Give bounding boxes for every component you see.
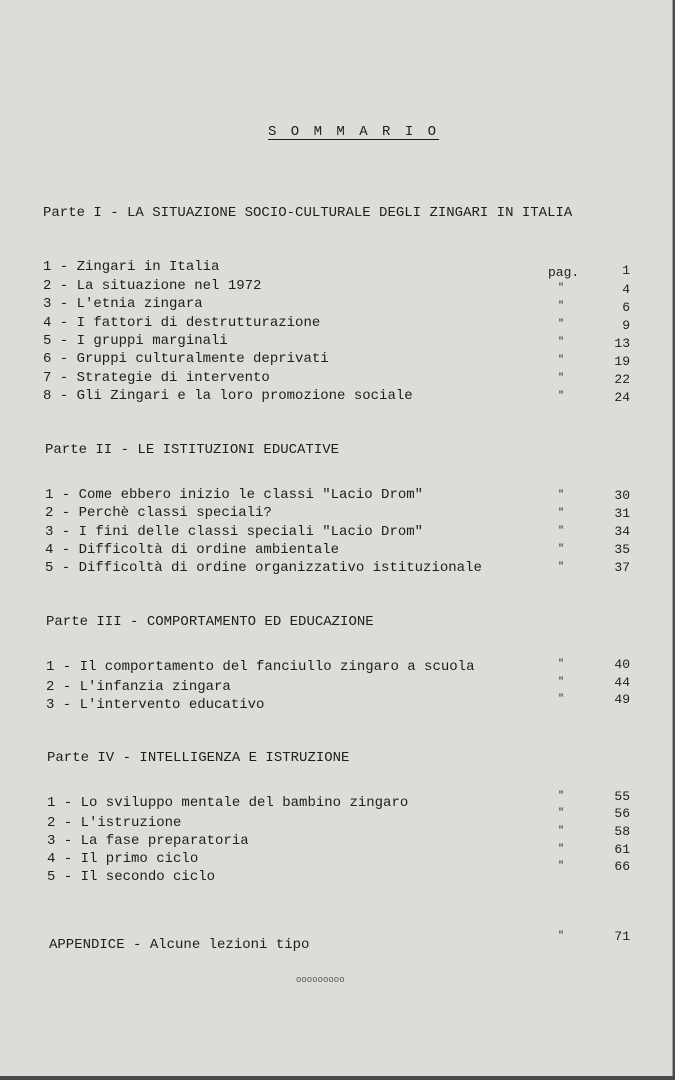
toc-page-number: 44 [614,675,630,690]
toc-entry: 3 - La fase preparatoria [47,833,249,849]
toc-entry: 3 - L'intervento educativo [46,697,265,713]
ditto-mark: " [558,391,565,402]
toc-page-number: 31 [614,506,630,521]
appendix-entry: APPENDICE - Alcune lezioni tipo [49,937,310,953]
ditto-mark: " [558,826,565,837]
ditto-mark: " [558,355,565,366]
ditto-mark: " [558,808,565,819]
toc-entry: 6 - Gruppi culturalmente deprivati [43,351,329,367]
part-heading: Parte III - COMPORTAMENTO ED EDUCAZIONE [46,614,374,630]
toc-page-number: 34 [614,524,630,539]
ditto-mark: " [558,490,565,501]
toc-page-number: 37 [614,560,630,575]
toc-page-number: 49 [614,692,630,707]
toc-page-number: 6 [622,300,630,315]
toc-entry: 5 - Il secondo ciclo [47,869,216,885]
ditto-mark: " [558,677,565,688]
toc-entry: 1 - Zingari in Italia [43,259,220,275]
toc-page-number: 24 [614,390,630,405]
toc-entry: 2 - L'istruzione [47,815,182,831]
toc-page-number: 22 [614,372,630,387]
ditto-mark: " [558,508,565,519]
ditto-mark: " [558,844,565,855]
toc-entry: 5 - Difficoltà di ordine organizzativo istituzionale [45,560,482,576]
toc-entry: 4 - I fattori di destrutturazione [43,315,321,331]
toc-page-number: 56 [614,806,630,821]
ditto-mark: " [558,283,565,294]
toc-page-number: 13 [614,336,630,351]
ditto-mark: " [558,791,565,802]
ditto-mark: " [558,526,565,537]
toc-entry: 4 - Il primo ciclo [47,851,199,867]
toc-page-number: 4 [622,282,630,297]
toc-entry: 3 - L'etnia zingara [43,296,203,312]
part-heading: Parte II - LE ISTITUZIONI EDUCATIVE [45,442,340,458]
ditto-mark: " [558,931,565,942]
toc-entry: 1 - Lo sviluppo mentale del bambino zingaro [47,795,409,811]
toc-page-number: 19 [614,354,630,369]
ditto-mark: " [558,544,565,555]
ditto-mark: " [558,861,565,872]
toc-page-number: 71 [614,929,630,944]
toc-page-number: 35 [614,542,630,557]
ditto-mark: " [558,659,565,670]
ditto-mark: " [558,373,565,384]
toc-entry: 2 - L'infanzia zingara [46,679,231,695]
ditto-mark: " [558,562,565,573]
ditto-mark: " [558,694,565,705]
toc-page-number: 66 [614,859,630,874]
toc-page-number: 1 [622,263,630,278]
toc-entry: 8 - Gli Zingari e la loro promozione sociale [43,388,413,404]
toc-entry: 1 - Come ebbero inizio le classi "Lacio Drom" [45,487,424,503]
toc-page-number: 58 [614,824,630,839]
toc-page-number: 40 [614,657,630,672]
toc-page-number: 30 [614,488,630,503]
toc-page-number: 9 [622,318,630,333]
toc-entry: 3 - I fini delle classi speciali "Lacio Drom" [45,524,424,540]
toc-page-label: pag. [548,265,580,280]
toc-entry: 4 - Difficoltà di ordine ambientale [45,542,340,558]
ditto-mark: " [558,319,565,330]
part-heading: Parte IV - INTELLIGENZA E ISTRUZIONE [47,750,350,766]
toc-page-number: 55 [614,789,630,804]
page-title: S O M M A R I O [268,124,440,140]
end-ornament: ooooooooo [296,975,345,985]
toc-entry: 5 - I gruppi marginali [43,333,228,349]
toc-entry: 2 - La situazione nel 1972 [43,278,262,294]
toc-entry: 2 - Perchè classi speciali? [45,505,272,521]
ditto-mark: " [558,301,565,312]
toc-entry: 1 - Il comportamento del fanciullo zingaro a scuola [46,659,475,675]
ditto-mark: " [558,337,565,348]
toc-entry: 7 - Strategie di intervento [43,370,270,386]
toc-page-number: 61 [614,842,630,857]
part-heading: Parte I - LA SITUAZIONE SOCIO-CULTURALE DEGLI ZINGARI IN ITALIA [43,205,573,221]
